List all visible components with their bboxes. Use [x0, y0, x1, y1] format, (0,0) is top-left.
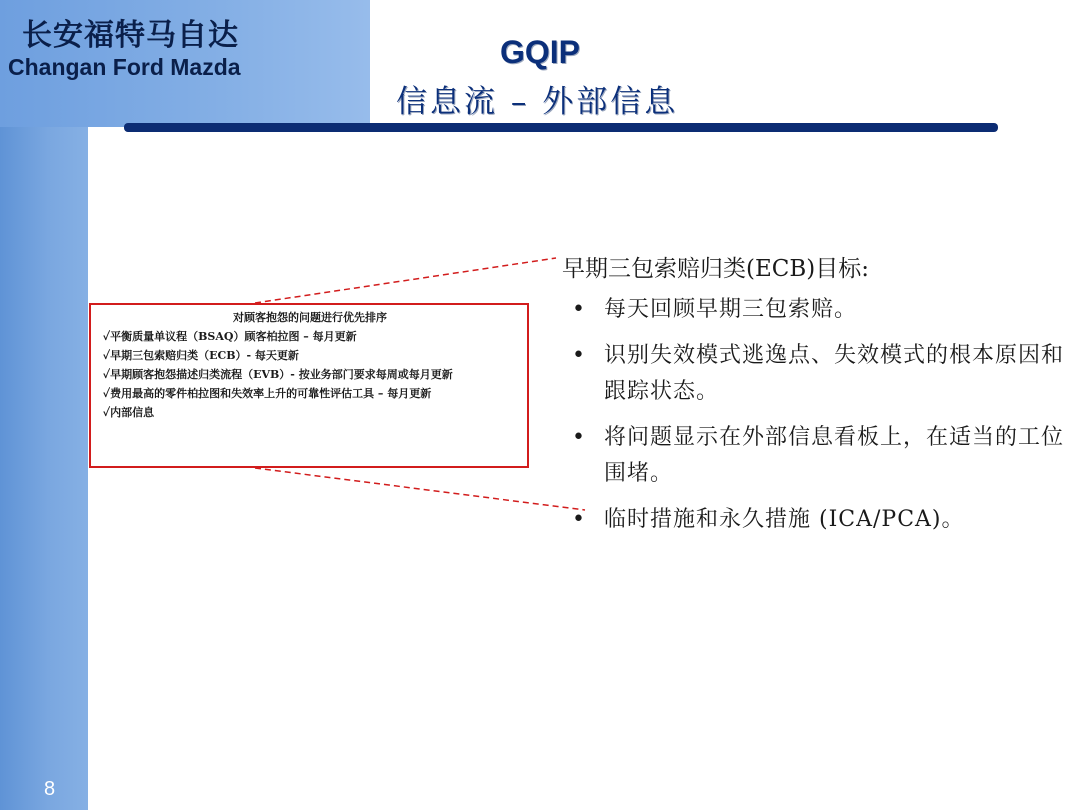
bullet-text: 识别失效模式逃逸点、失效模式的根本原因和跟踪状态。 — [604, 343, 1065, 404]
ecb-objective-heading: 早期三包索赔归类(ECB)目标: — [562, 256, 869, 282]
list-item — [570, 292, 1068, 328]
bullet-icon: • — [572, 343, 586, 368]
bullet-text: 每天回顾早期三包索赔。 — [604, 297, 858, 322]
list-item — [570, 420, 1068, 492]
list-item — [570, 338, 1068, 410]
bullet-text: 将问题显示在外部信息看板上，在适当的工位围堵。 — [604, 425, 1065, 486]
bullet-icon: • — [572, 297, 586, 322]
list-item — [570, 502, 1068, 538]
priority-item-parts-pareto: ✓费用最高的零件柏拉图和失效率上升的可靠性评估工具 – 每月更新 — [103, 387, 432, 400]
priority-info-box — [89, 303, 529, 468]
slide-title-chinese: 信息流 – 外部信息 — [396, 84, 679, 120]
brand-name-english: Changan Ford Mazda — [8, 54, 241, 80]
callout-line-top — [255, 258, 556, 303]
page-number: 8 — [44, 778, 56, 800]
priority-item-ecb: ✓早期三包索赔归类（ECB）- 每天更新 — [103, 349, 299, 362]
priority-box-title: 对顾客抱怨的问题进行优先排序 — [233, 311, 387, 324]
bullet-text: 临时措施和永久措施 (ICA/PCA)。 — [604, 507, 965, 532]
bullet-icon: • — [572, 507, 586, 532]
ecb-objective-list — [570, 292, 1068, 548]
slide-title-english: GQIP — [499, 34, 580, 70]
priority-item-internal-info: ✓内部信息 — [103, 406, 155, 419]
priority-item-evb: ✓早期顾客抱怨描述归类流程（EVB）- 按业务部门要求每周或每月更新 — [103, 368, 453, 381]
brand-name-chinese: 长安福特马自达 — [22, 18, 239, 53]
bullet-icon: • — [572, 425, 586, 450]
callout-line-bottom — [255, 468, 585, 510]
priority-item-bsaq: ✓平衡质量单议程（BSAQ）顾客柏拉图 – 每月更新 — [103, 330, 357, 343]
